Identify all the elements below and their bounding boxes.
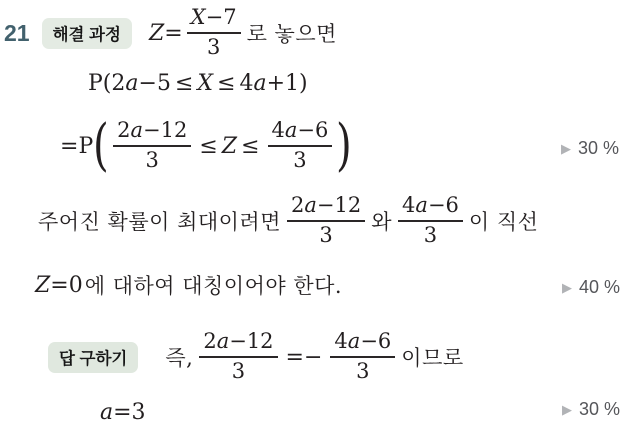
math-token: a bbox=[125, 70, 139, 96]
math-token: P bbox=[78, 133, 94, 159]
answer-badge: 답 구하기 bbox=[48, 342, 138, 373]
equation-standardized bbox=[60, 113, 353, 179]
progress-marker-2 bbox=[562, 277, 620, 298]
math-token: 즉, bbox=[165, 346, 194, 370]
math-token: = bbox=[60, 133, 79, 159]
math-token: 4 bbox=[334, 329, 348, 354]
math-token: ≤ bbox=[241, 133, 260, 159]
fraction-denominator bbox=[356, 358, 369, 384]
fraction bbox=[330, 330, 395, 383]
math-token: 2 bbox=[117, 118, 131, 143]
math-token: 로 놓으면 bbox=[246, 22, 337, 46]
fraction-denominator bbox=[232, 358, 245, 384]
solution-line-6 bbox=[48, 322, 466, 392]
marker-arrow-icon: ▶ bbox=[560, 141, 571, 156]
fraction-numerator bbox=[113, 119, 191, 147]
math-token: a bbox=[130, 118, 144, 143]
marker-label: 40 % bbox=[578, 277, 620, 297]
fraction-denominator bbox=[207, 34, 220, 60]
math-token: 4 bbox=[271, 118, 285, 143]
math-token: =− bbox=[285, 344, 323, 370]
condition-sentence bbox=[36, 194, 540, 247]
math-token: a bbox=[347, 329, 361, 354]
math-token: X bbox=[197, 70, 214, 96]
math-token: 3 bbox=[231, 359, 246, 383]
fraction-denominator bbox=[146, 147, 159, 173]
fraction bbox=[398, 194, 463, 247]
solution-line-2 bbox=[88, 63, 308, 103]
math-token: 3 bbox=[206, 35, 221, 59]
solution-line-7 bbox=[100, 394, 146, 430]
math-token: =3 bbox=[113, 399, 146, 425]
math-token: ≤ bbox=[217, 70, 236, 96]
math-token: −6 bbox=[360, 329, 392, 354]
math-token: 4 bbox=[239, 70, 254, 96]
fraction-numerator bbox=[287, 194, 365, 222]
math-token: a bbox=[284, 118, 298, 143]
progress-marker-1 bbox=[561, 138, 619, 159]
math-token: a bbox=[415, 193, 428, 218]
math-token: +1) bbox=[266, 70, 308, 96]
fraction bbox=[287, 194, 365, 247]
solution-line-1 bbox=[4, 5, 339, 61]
solution-line-5 bbox=[35, 265, 344, 305]
math-token: 이 직선 bbox=[468, 210, 539, 234]
fraction-numerator bbox=[187, 6, 241, 34]
process-badge: 해결 과정 bbox=[42, 18, 132, 49]
math-token: −12 bbox=[143, 118, 188, 143]
math-token: 2 bbox=[111, 70, 126, 96]
equation-answer bbox=[100, 400, 146, 425]
math-token: = bbox=[164, 20, 183, 46]
fraction bbox=[199, 330, 277, 383]
math-token: ( bbox=[93, 113, 110, 179]
math-token: 주어진 확률이 최대이려면 bbox=[38, 210, 281, 234]
math-token: ≤ bbox=[199, 133, 218, 159]
math-token: ) bbox=[336, 113, 353, 179]
math-token: −12 bbox=[316, 193, 362, 218]
math-token: 3 bbox=[356, 359, 370, 383]
fraction bbox=[268, 119, 333, 172]
math-token: 3 bbox=[319, 223, 333, 247]
math-token: 이므로 bbox=[401, 346, 464, 370]
math-token: 3 bbox=[293, 148, 307, 172]
math-token: a bbox=[304, 193, 317, 218]
marker-arrow-icon: ▶ bbox=[561, 280, 572, 295]
math-token: Z bbox=[221, 133, 238, 159]
math-token: 와 bbox=[371, 210, 393, 234]
fraction-denominator bbox=[424, 222, 437, 248]
equation-substitution bbox=[149, 6, 339, 59]
math-token: 3 bbox=[423, 223, 438, 247]
math-token: 4 bbox=[402, 193, 416, 218]
math-token: ≤ bbox=[174, 70, 194, 96]
math-token: Z bbox=[148, 20, 165, 46]
solution-line-3 bbox=[60, 109, 352, 183]
solution-line-4 bbox=[36, 188, 540, 254]
marker-label: 30 % bbox=[578, 399, 620, 419]
fraction-numerator bbox=[199, 330, 277, 358]
math-token: Z bbox=[35, 272, 51, 298]
marker-arrow-icon: ▶ bbox=[561, 402, 572, 417]
math-token: P( bbox=[88, 70, 112, 96]
math-token: =0 bbox=[50, 272, 83, 298]
math-token: 에 대하여 대칭이어야 한다. bbox=[84, 274, 343, 298]
problem-number: 21 bbox=[4, 19, 30, 46]
fraction-denominator bbox=[319, 222, 332, 248]
math-token: −12 bbox=[229, 329, 274, 354]
marker-label: 30 % bbox=[577, 138, 619, 158]
equation-probability bbox=[88, 71, 308, 96]
math-token: −5 bbox=[138, 70, 171, 96]
math-token: a bbox=[253, 70, 267, 96]
fraction-numerator bbox=[268, 119, 333, 147]
equation-solve bbox=[163, 330, 465, 383]
math-token: −7 bbox=[205, 5, 237, 30]
math-token: 3 bbox=[145, 148, 159, 172]
fraction-denominator bbox=[293, 147, 306, 173]
math-token: 2 bbox=[291, 193, 305, 218]
symmetry-sentence bbox=[35, 270, 344, 300]
fraction bbox=[113, 119, 191, 172]
math-token: −6 bbox=[427, 193, 459, 218]
math-token: a bbox=[216, 329, 230, 354]
math-token: X bbox=[190, 5, 206, 30]
math-token: 2 bbox=[203, 329, 217, 354]
fraction bbox=[187, 6, 241, 59]
math-token: −6 bbox=[297, 118, 329, 143]
fraction-numerator bbox=[398, 194, 463, 222]
progress-marker-3 bbox=[562, 399, 620, 420]
math-token: a bbox=[100, 399, 114, 425]
fraction-numerator bbox=[330, 330, 395, 358]
